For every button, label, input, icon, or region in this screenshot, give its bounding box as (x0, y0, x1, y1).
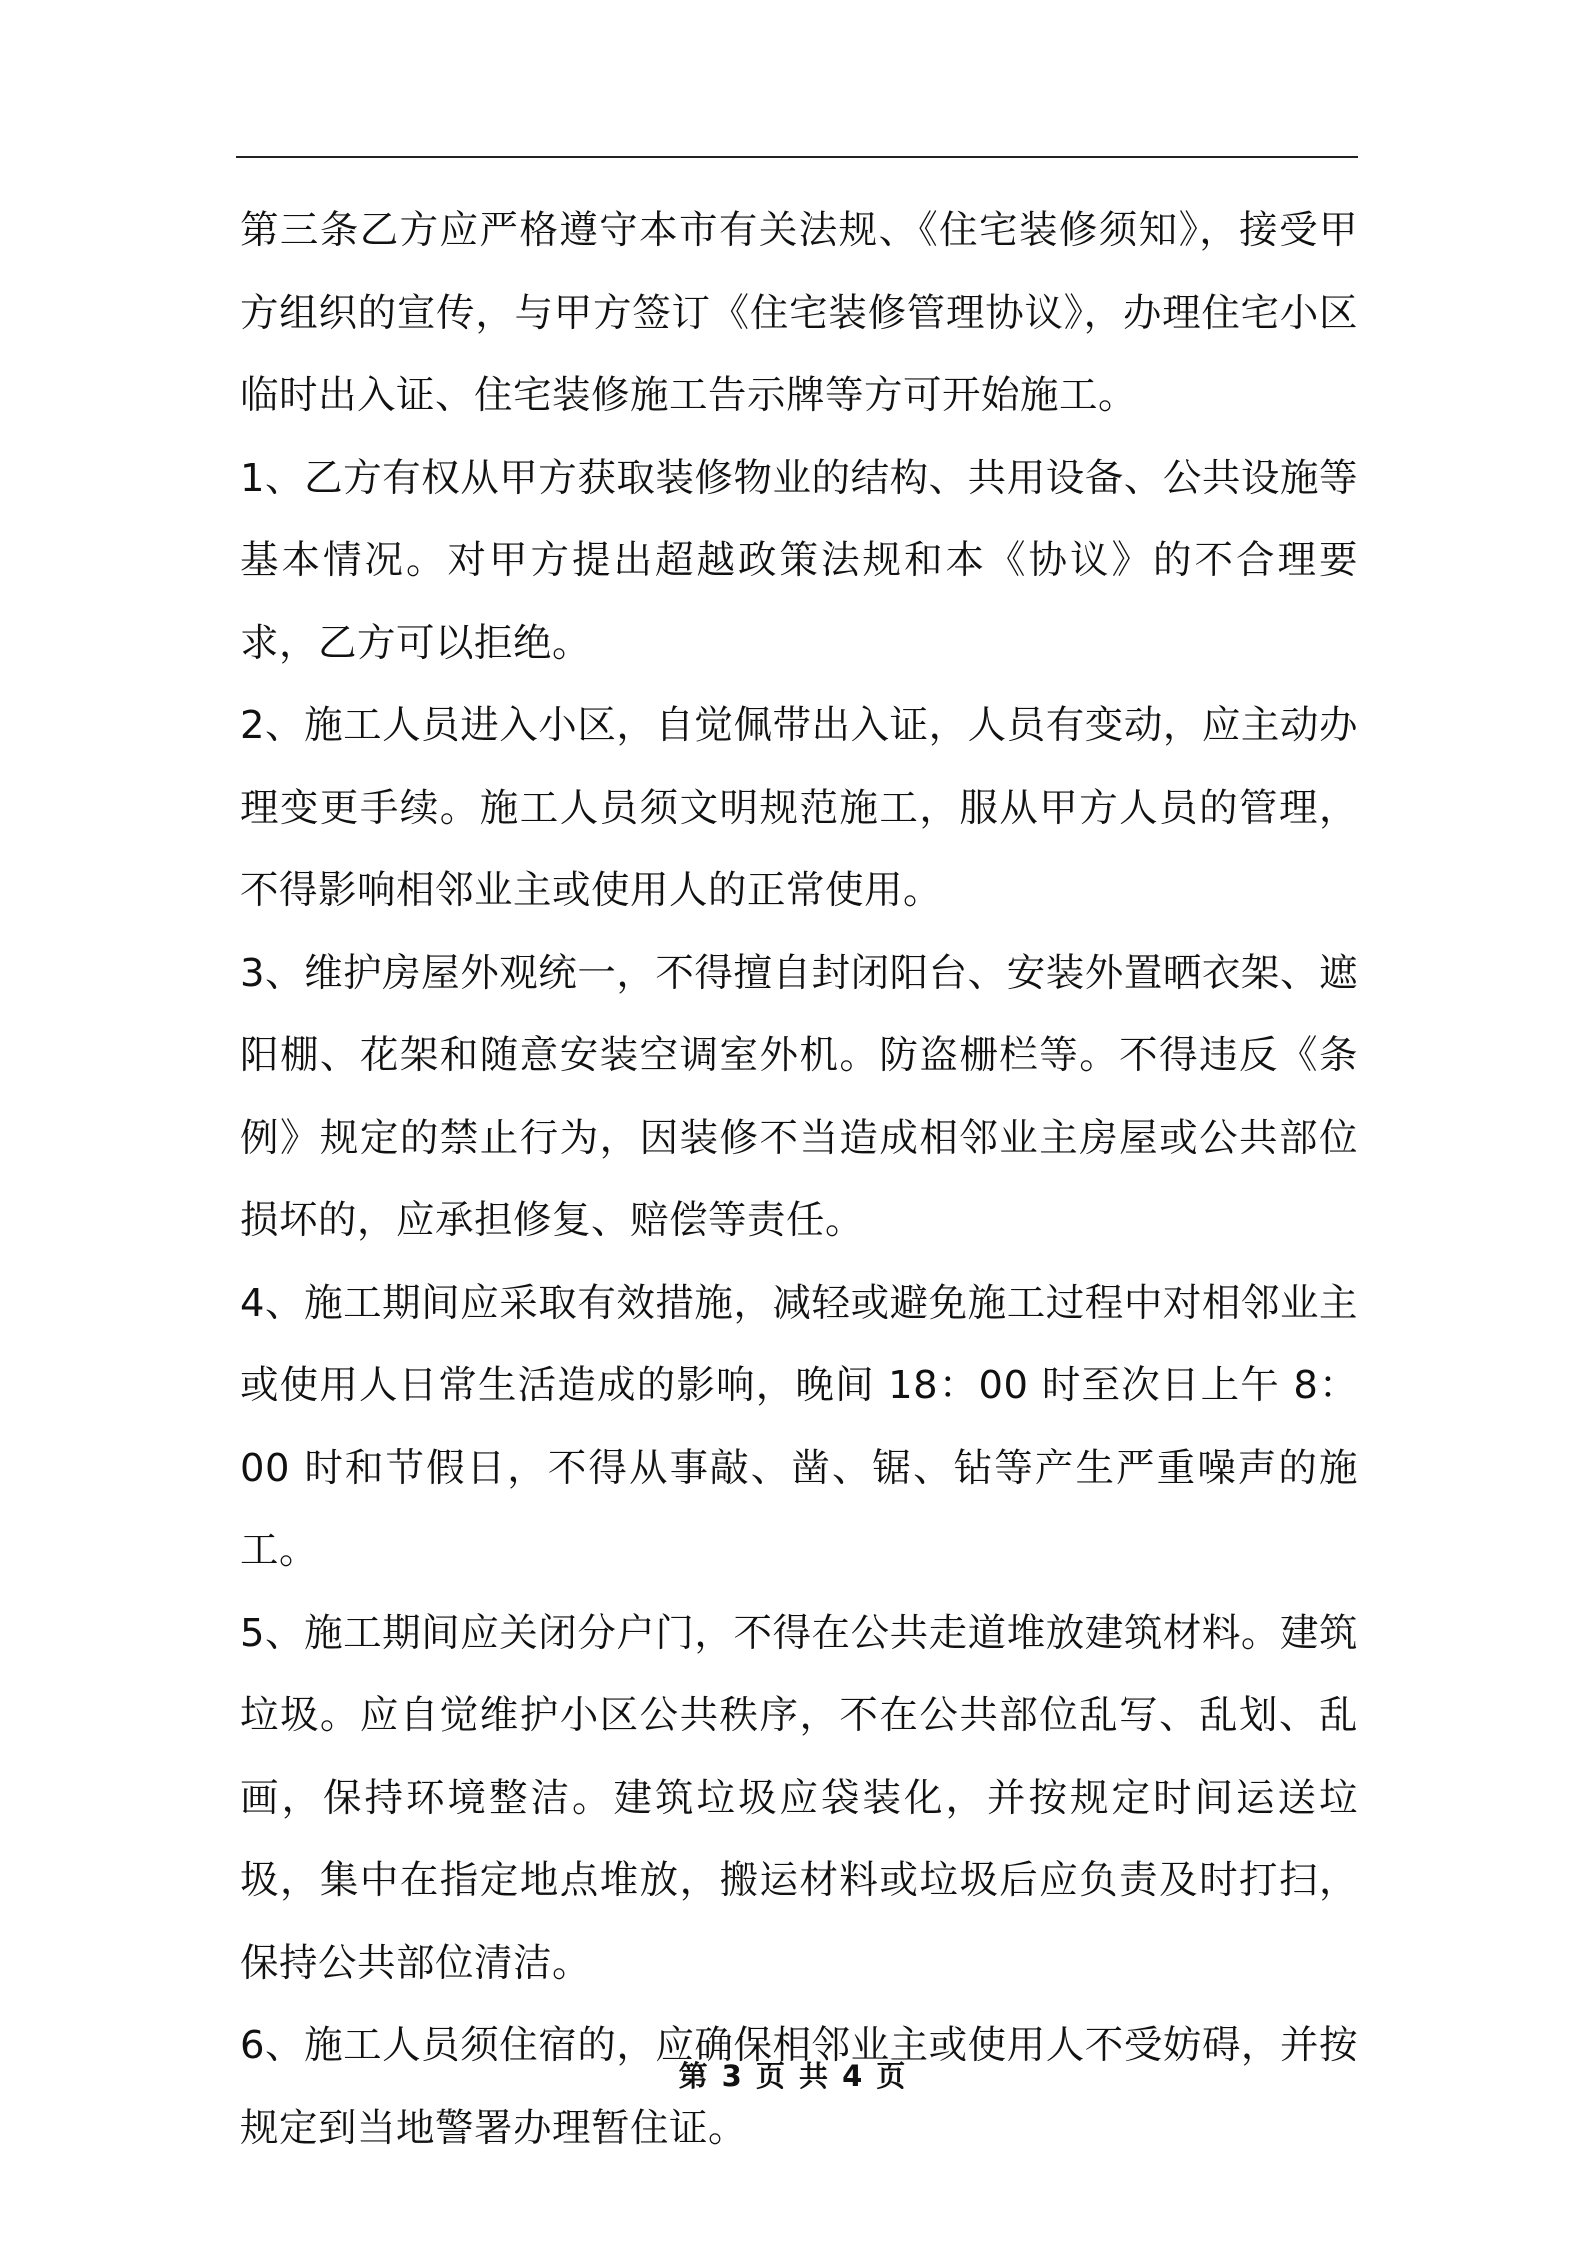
header-rule (236, 156, 1358, 158)
paragraph-item-1: 1、乙方有权从甲方获取装修物业的结构、共用设备、公共设施等基本情况。对甲方提出超越政策法规和本《协议》的不合理要求，乙方可以拒绝。 (240, 455, 1358, 666)
paragraph-item-3: 3、维护房屋外观统一，不得擅自封闭阳台、安装外置晒衣架、遮阳棚、花架和随意安装空调室外机。防盗栅栏等。不得违反《条例》规定的禁止行为，因装修不当造成相邻业主房屋或公共部位损坏的，应承担修复、赔偿等责任。 (240, 950, 1358, 1243)
paragraph-article-3: 第三条乙方应严格遵守本市有关法规、《住宅装修须知》，接受甲方组织的宣传，与甲方签订《住宅装修管理协议》，办理住宅小区临时出入证、住宅装修施工告示牌等方可开始施工。 (240, 208, 1358, 418)
paragraph-item-4: 4、施工期间应采取有效措施，减轻或避免施工过程中对相邻业主或使用人日常生活造成的影响，晚间 18：00 时至次日上午 8：00 时和节假日，不得从事敲、凿、锯、钻等产生严重噪声的施工。 (240, 1280, 1358, 1573)
document-body (240, 190, 1358, 2170)
paragraph-item-6: 6、施工人员须住宿的，应确保相邻业主或使用人不受妨碍，并按规定到当地警署办理暂住证。 (240, 2023, 1358, 2151)
page-number-footer: 第 3 页 共 4 页 (678, 2059, 908, 2093)
paragraph-item-5: 5、施工期间应关闭分户门，不得在公共走道堆放建筑材料。建筑垃圾。应自觉维护小区公共秩序，不在公共部位乱写、乱划、乱画，保持环境整洁。建筑垃圾应袋装化，并按规定时间运送垃圾，集中在指定地点堆放，搬运材料或垃圾后应负责及时打扫，保持公共部位清洁。 (240, 1610, 1358, 1986)
paragraph-item-2: 2、施工人员进入小区，自觉佩带出入证，人员有变动，应主动办理变更手续。施工人员须文明规范施工，服从甲方人员的管理，不得影响相邻业主或使用人的正常使用。 (240, 703, 1358, 913)
